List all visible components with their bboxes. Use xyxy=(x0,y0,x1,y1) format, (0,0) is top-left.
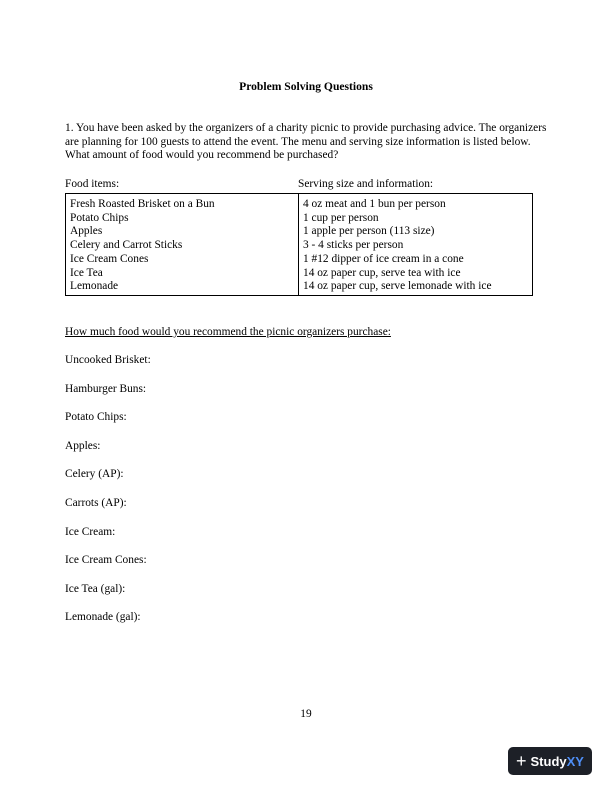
recommendation-heading: How much food would you recommend the picnic organizers purchase: xyxy=(65,326,391,338)
question-text: 1. You have been asked by the organizers of a charity picnic to provide purchasing advice. The organizers are planning for 100 guests to attend the event. The menu and serving size information is listed below. What amount of food would you recommend be purchased? xyxy=(65,122,547,162)
food-item: Celery and Carrot Sticks xyxy=(70,239,183,252)
serving-info: 1 cup per person xyxy=(303,211,379,224)
page-title: Problem Solving Questions xyxy=(239,80,373,93)
answer-label-celery: Celery (AP): xyxy=(65,468,124,481)
food-item: Potato Chips xyxy=(70,211,129,224)
menu-table xyxy=(65,193,533,296)
serving-info: 1 #12 dipper of ice cream in a cone xyxy=(303,252,464,265)
food-item: Ice Cream Cones xyxy=(70,252,149,265)
answer-label-lemonade: Lemonade (gal): xyxy=(65,611,141,624)
answer-label-ice-cream-cones: Ice Cream Cones: xyxy=(65,554,147,567)
serving-info: 14 oz paper cup, serve lemonade with ice xyxy=(303,280,492,293)
food-item: Ice Tea xyxy=(70,266,103,279)
food-item: Fresh Roasted Brisket on a Bun xyxy=(70,198,215,210)
page-number: 19 xyxy=(300,708,312,720)
answer-label-ice-cream: Ice Cream: xyxy=(65,525,116,538)
serving-info: 1 apple per person (113 size) xyxy=(303,225,435,238)
serving-info: 14 oz paper cup, serve tea with ice xyxy=(303,266,461,279)
food-items-header: Food items: xyxy=(65,178,120,190)
answer-label-ice-tea: Ice Tea (gal): xyxy=(65,582,126,595)
answer-label-hamburger-buns: Hamburger Buns: xyxy=(65,382,147,395)
badge-xy-text: XY xyxy=(566,753,584,769)
food-item: Apples xyxy=(70,225,103,238)
studyxy-badge[interactable] xyxy=(508,747,592,775)
plus-icon: + xyxy=(516,751,527,771)
serving-size-header: Serving size and information: xyxy=(298,178,434,190)
badge-study-text: Study xyxy=(530,753,567,769)
serving-info: 4 oz meat and 1 bun per person xyxy=(303,198,446,210)
answer-label-potato-chips: Potato Chips: xyxy=(65,411,127,424)
table-divider xyxy=(298,194,299,295)
serving-info-column xyxy=(303,198,492,294)
answer-list xyxy=(65,354,151,640)
food-item: Lemonade xyxy=(70,280,119,293)
answer-label-uncooked-brisket: Uncooked Brisket: xyxy=(65,354,151,366)
food-items-column xyxy=(70,198,215,294)
answer-label-apples: Apples: xyxy=(65,439,101,452)
answer-label-carrots: Carrots (AP): xyxy=(65,496,127,509)
serving-info: 3 - 4 sticks per person xyxy=(303,239,404,252)
